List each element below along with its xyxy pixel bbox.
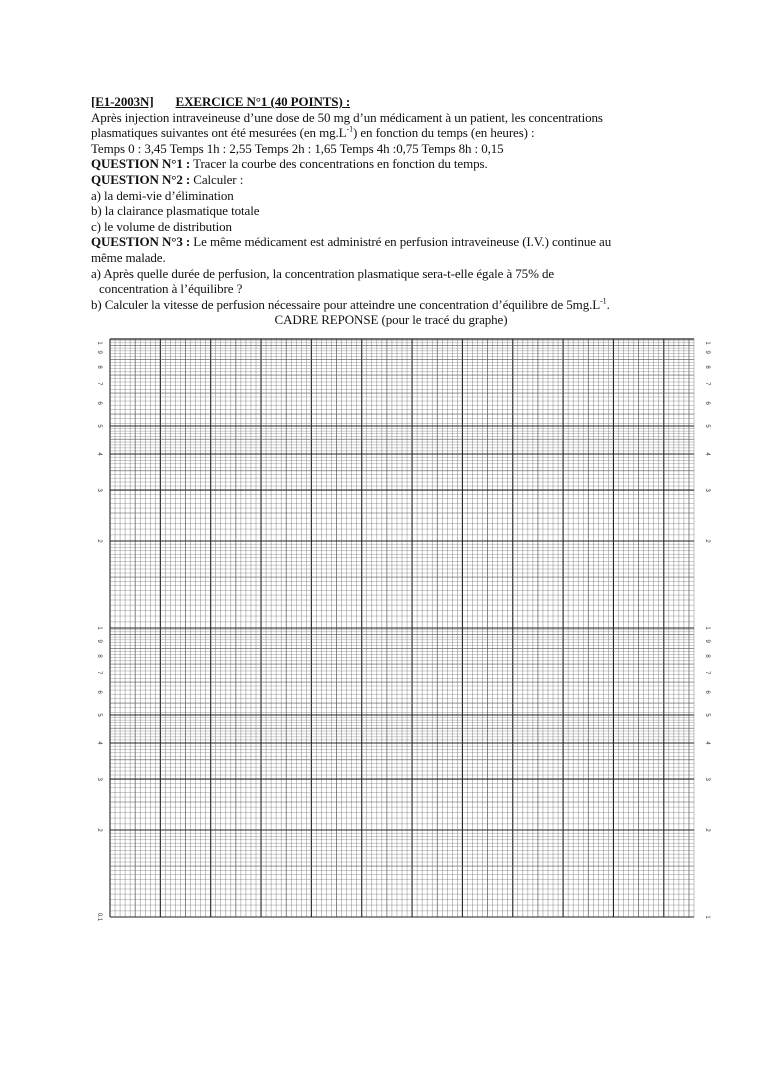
right-tick-label: 8 <box>704 365 710 369</box>
right-tick-label-top: 1 <box>704 341 710 345</box>
right-tick-label: 4 <box>704 452 710 456</box>
exercise-header <box>91 94 691 110</box>
question-3-a-cont: concentration à l’équilibre ? <box>99 281 243 297</box>
right-tick-label: 7 <box>704 382 710 386</box>
answer-frame-caption: CADRE REPONSE (pour le tracé du graphe) <box>274 312 508 328</box>
question-3-b: b) Calculer la vitesse de perfusion nécessaire pour atteindre une concentration d’équilibre de $5mg.L^{-1}$. <box>91 296 610 312</box>
left-tick-label: 7 <box>96 382 102 386</box>
question-3-cont: même malade. <box>91 249 166 265</box>
question-3-a: a) Après quelle durée de perfusion, la concentration plasmatique sera-t-elle égale à 75% de <box>91 265 555 281</box>
question-2-b: b) la clairance plasmatique totale <box>91 203 260 219</box>
left-tick-label: 8 <box>96 654 102 658</box>
right-tick-label: 9 <box>704 639 710 643</box>
semi-log-graph-paper[interactable] <box>82 335 722 925</box>
left-tick-label: 3 <box>96 777 102 781</box>
question-1: QUESTION N°1 : Tracer la courbe des concentrations en fonction du temps. <box>91 156 488 172</box>
graph-paper-svg[interactable] <box>82 335 722 925</box>
right-tick-label: 1 <box>704 915 710 919</box>
question-2: QUESTION N°2 : Calculer : <box>91 171 244 187</box>
right-tick-label: 2 <box>704 828 710 832</box>
right-tick-label: 3 <box>704 777 710 781</box>
right-tick-label: 9 <box>704 350 710 354</box>
right-tick-label: 2 <box>704 539 710 543</box>
left-tick-label: 2 <box>96 539 102 543</box>
left-tick-label: 8 <box>96 365 102 369</box>
left-tick-label: 1 <box>96 626 102 630</box>
left-tick-label: 4 <box>96 452 102 456</box>
right-tick-label: 1 <box>704 626 710 630</box>
left-tick-label: 0.1 <box>96 912 102 922</box>
intro-line-2: plasmatiques suivantes ont été mesurées (en $mg.L^{-1}$) en fonction du temps (en heures) : <box>91 124 535 141</box>
left-tick-label: 3 <box>96 488 102 492</box>
left-tick-label: 5 <box>96 424 102 428</box>
right-tick-label: 4 <box>704 741 710 745</box>
left-tick-label: 9 <box>96 350 102 354</box>
right-tick-label: 8 <box>704 654 710 658</box>
left-tick-label: 9 <box>96 639 102 643</box>
left-tick-label: 2 <box>96 828 102 832</box>
intro-line-1: Après injection intraveineuse d’une dose de 50 mg d’un médicament à un patient, les concentrations <box>91 109 603 125</box>
exercise-text <box>91 94 691 328</box>
left-tick-label-top: 1 <box>96 341 102 345</box>
question-3: QUESTION N°3 : Le même médicament est administré en perfusion intraveineuse (I.V.) continue au <box>91 234 612 250</box>
exercise-ref: [E1-2003N] <box>91 94 154 109</box>
measurements: Temps 0 : 3,45 Temps 1h : 2,55 Temps 2h : 1,65 Temps 4h :0,75 Temps 8h : 0,15 <box>91 140 504 156</box>
left-tick-label: 7 <box>96 671 102 675</box>
left-tick-label: 4 <box>96 741 102 745</box>
question-2-a: a) la demi-vie d’élimination <box>91 187 234 203</box>
left-tick-label: 6 <box>96 690 102 694</box>
right-tick-label: 6 <box>704 690 710 694</box>
right-tick-label: 6 <box>704 401 710 405</box>
exercise-title: EXERCICE N°1 (40 POINTS) : <box>175 94 351 109</box>
right-tick-label: 7 <box>704 671 710 675</box>
right-tick-label: 5 <box>704 424 710 428</box>
right-tick-label: 3 <box>704 488 710 492</box>
question-2-c: c) le volume de distribution <box>91 218 232 234</box>
left-tick-label: 5 <box>96 713 102 717</box>
left-tick-label: 6 <box>96 401 102 405</box>
right-tick-label: 5 <box>704 713 710 717</box>
